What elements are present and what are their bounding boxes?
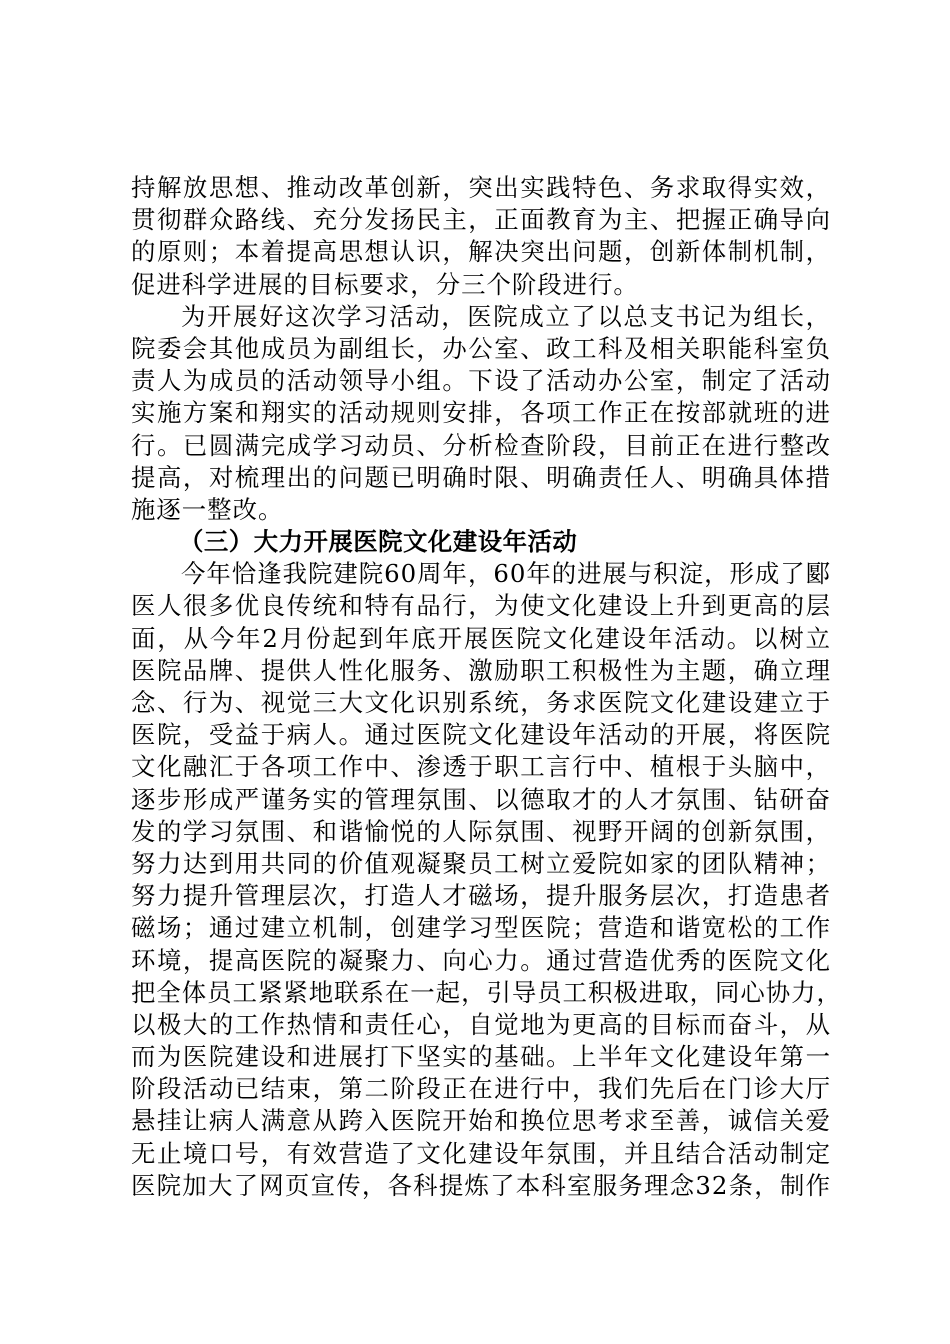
paragraph-principles: [131, 172, 831, 301]
text-line: 面，从今年2月份起到年底开展医院文化建设年活动。以树立: [131, 623, 831, 653]
text-line: 把全体员工紧紧地联系在一起，引导员工积极进取，同心协力，: [131, 977, 842, 1007]
section-heading: [131, 526, 831, 558]
text-line: 今年恰逢我院建院60周年，60年的进展与积淀，形成了郾: [181, 559, 832, 589]
text-line: 实施方案和翔实的活动规则安排，各项工作正在按部就班的进: [131, 398, 831, 428]
text-line: 促进科学进展的目标要求，分三个阶段进行。: [131, 269, 639, 299]
text-line: 医人很多优良传统和特有品行，为使文化建设上升到更高的层: [131, 591, 831, 621]
text-line: 环境，提高医院的凝聚力、向心力。通过营造优秀的医院文化: [131, 945, 831, 975]
text-line: 贯彻群众路线、充分发扬民主，正面教育为主、把握正确导向: [131, 205, 831, 235]
section-heading-text: （三）大力开展医院文化建设年活动: [179, 527, 578, 557]
text-line: 磁场；通过建立机制，创建学习型医院；营造和谐宽松的工作: [131, 913, 831, 943]
text-line: 逐步形成严谨务实的管理氛围、以德取才的人才氛围、钻研奋: [131, 784, 831, 814]
text-line: 施逐一整改。: [131, 494, 284, 524]
paragraph-culture-year: [131, 558, 842, 1202]
text-line: 医院品牌、提供人性化服务、激励职工积极性为主题，确立理: [131, 655, 831, 685]
text-line: 发的学习氛围、和谐愉悦的人际氛围、视野开阔的创新氛围，: [131, 816, 831, 846]
text-line: 以极大的工作热情和责任心，自觉地为更高的目标而奋斗，从: [131, 1009, 831, 1039]
text-line: 责人为成员的活动领导小组。下设了活动办公室，制定了活动: [131, 366, 831, 396]
paragraph-organization: [131, 301, 831, 526]
text-line: 阶段活动已结束，第二阶段正在进行中，我们先后在门诊大厅: [131, 1074, 831, 1104]
document-body: [131, 172, 842, 1202]
text-line: 悬挂让病人满意从跨入医院开始和换位思考求至善，诚信关爱: [131, 1106, 831, 1136]
text-line: 医院加大了网页宣传，各科提炼了本科室服务理念32条，制作: [131, 1170, 831, 1200]
text-line: 医院，受益于病人。通过医院文化建设年活动的开展，将医院: [131, 720, 831, 750]
text-line: 努力达到用共同的价值观凝聚员工树立爱院如家的团队精神；: [131, 848, 831, 878]
text-line: 持解放思想、推动改革创新，突出实践特色、务求取得实效，: [131, 173, 831, 202]
text-line: 文化融汇于各项工作中、渗透于职工言行中、植根于头脑中，: [131, 752, 831, 782]
text-line: 而为医院建设和进展打下坚实的基础。上半年文化建设年第一: [131, 1042, 831, 1072]
text-line: 无止境口号，有效营造了文化建设年氛围，并且结合活动制定: [131, 1138, 831, 1168]
text-line: 的原则；本着提高思想认识，解决突出问题，创新体制机制，: [131, 237, 831, 267]
text-line: 努力提升管理层次，打造人才磁场，提升服务层次，打造患者: [131, 881, 831, 911]
text-line: 为开展好这次学习活动，医院成立了以总支书记为组长，: [181, 301, 831, 331]
text-line: 行。已圆满完成学习动员、分析检查阶段，目前正在进行整改: [131, 430, 831, 460]
text-line: 院委会其他成员为副组长，办公室、政工科及相关职能科室负: [131, 333, 831, 363]
text-line: 念、行为、视觉三大文化识别系统，务求医院文化建设建立于: [131, 688, 831, 717]
text-line: 提高，对梳理出的问题已明确时限、明确责任人、明确具体措: [131, 462, 831, 492]
